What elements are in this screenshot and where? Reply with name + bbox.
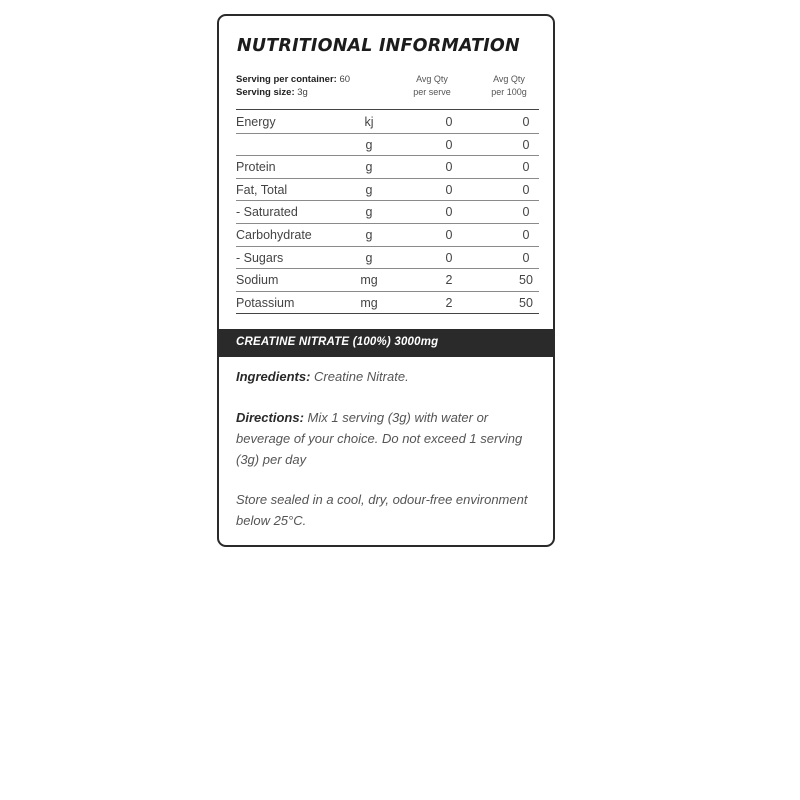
directions-label: Directions: (236, 410, 304, 425)
table-top-rule (236, 109, 539, 110)
table-row (236, 292, 539, 315)
column-header-per-100g (474, 73, 544, 99)
value-per-serve: 2 (445, 273, 453, 288)
servings-per-container-label: Serving per container: (236, 74, 337, 85)
nutrient-unit: g (365, 160, 373, 175)
nutrient-name: Potassium (236, 295, 295, 310)
column-header-per-100g-line2: per 100g (491, 87, 527, 97)
value-per-100g: 0 (522, 160, 530, 175)
panel-title: NUTRITIONAL INFORMATION (237, 36, 520, 56)
value-per-serve: 0 (445, 137, 453, 152)
nutrition-panel (217, 14, 555, 547)
value-per-serve: 0 (445, 115, 453, 129)
value-per-serve: 2 (445, 295, 453, 310)
value-per-serve: 0 (445, 227, 453, 242)
column-header-per-serve-line1: Avg Qty (416, 74, 448, 84)
table-row (236, 134, 539, 157)
value-per-100g: 50 (519, 273, 533, 288)
ingredients-paragraph (236, 366, 541, 387)
nutrient-unit: g (365, 227, 373, 242)
value-per-serve: 0 (445, 205, 453, 220)
directions-paragraph (236, 407, 541, 470)
column-header-per-100g-line1: Avg Qty (493, 74, 525, 84)
storage-paragraph: Store sealed in a cool, dry, odour-free environment below 25°C. (236, 492, 528, 528)
ingredients-text: Creatine Nitrate. (314, 369, 409, 384)
serving-info (236, 73, 350, 99)
nutrient-unit: mg (360, 295, 378, 310)
servings-per-container-value: 60 (339, 74, 351, 85)
value-per-serve: 0 (445, 160, 453, 175)
table-row (236, 179, 539, 202)
table-row (236, 156, 539, 179)
table-row (236, 269, 539, 292)
ingredients-label: Ingredients: (236, 369, 311, 384)
value-per-100g: 0 (522, 250, 530, 265)
nutrient-unit: g (365, 205, 373, 220)
nutrient-name: Energy (236, 115, 276, 129)
table-row (236, 247, 539, 270)
active-ingredient-text: CREATINE NITRATE (100%) 3000mg (236, 336, 439, 348)
value-per-100g: 0 (522, 137, 530, 152)
table-row (236, 111, 539, 134)
value-per-serve: 0 (445, 250, 453, 265)
serving-size (236, 86, 350, 99)
column-header-per-serve (397, 73, 467, 99)
value-per-100g: 0 (522, 182, 530, 197)
nutrient-name: - Saturated (236, 205, 298, 220)
column-header-per-serve-line2: per serve (413, 87, 451, 97)
table-row (236, 224, 539, 247)
value-per-100g: 0 (522, 205, 530, 220)
nutrient-name: - Sugars (236, 250, 284, 265)
nutrient-unit: kj (364, 115, 374, 129)
value-per-100g: 0 (522, 115, 530, 129)
value-per-100g: 0 (522, 227, 530, 242)
nutrient-unit: mg (360, 273, 378, 288)
nutrient-unit: g (365, 182, 373, 197)
value-per-100g: 50 (519, 295, 533, 310)
nutrient-name: Fat, Total (236, 182, 288, 197)
nutrient-name: Carbohydrate (236, 227, 312, 242)
active-ingredient-band (219, 329, 553, 357)
directions-text: Mix 1 serving (3g) with water or beverage of your choice. Do not exceed 1 serving (3g) per day (236, 410, 523, 467)
serving-size-value: 3g (297, 87, 308, 98)
nutrient-name: Protein (236, 160, 276, 175)
nutrient-unit: g (365, 250, 373, 265)
servings-per-container (236, 73, 350, 86)
serving-size-label: Serving size: (236, 87, 295, 98)
nutrient-name: Sodium (236, 273, 279, 288)
table-row (236, 201, 539, 224)
nutrient-unit: g (365, 137, 373, 152)
nutrition-table (236, 111, 539, 314)
value-per-serve: 0 (445, 182, 453, 197)
